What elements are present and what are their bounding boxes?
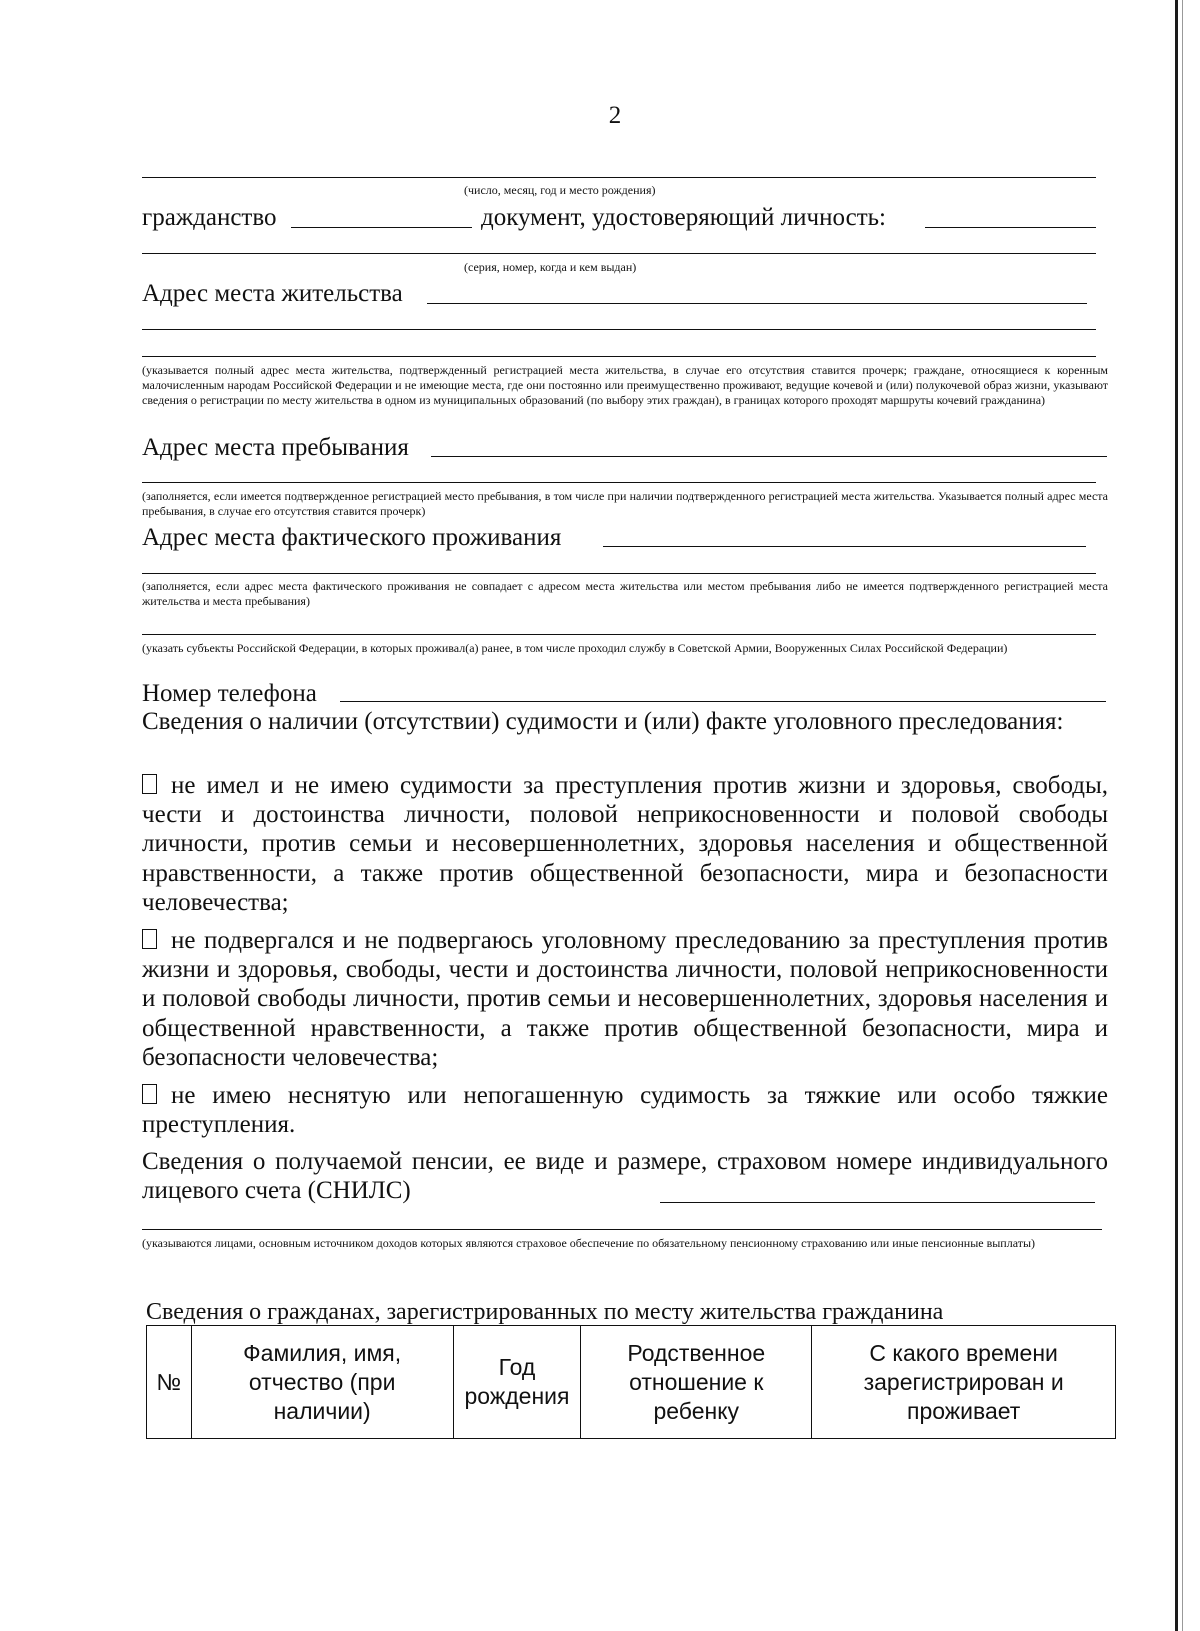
criminal-option-1-text: не имел и не имею судимости за преступления против жизни и здоровья, свободы, чести и достоинства личности, половой неприкосновенности и половой свободы личности, против семьи и несовершеннолетних, здоровья населения и общественной нравственности, а также против общественной безопасности, мира и безопасности человечества;: [142, 772, 1108, 916]
residence-line-3[interactable]: [142, 356, 1096, 357]
actual-line-2[interactable]: [142, 573, 1096, 574]
checkbox-3[interactable]: [142, 1084, 157, 1104]
actual-label: Адрес места фактического проживания: [142, 524, 562, 551]
pension-note: (указываются лицами, основным источником доходов которых являются страховое обеспечение по обязательному пенсионному страхованию или иные пенсионные выплаты): [142, 1236, 1036, 1250]
regions-note: (указать субъекты Российской Федерации, в которых проживал(а) ранее, в том числе проходил службу в Советской Армии, Вооруженных Силах Российской Федерации): [142, 641, 1008, 655]
page-edge: [1175, 0, 1178, 1631]
phone-field[interactable]: [340, 701, 1106, 702]
col-registered-since: С какого времени зарегистрирован и проживает: [812, 1326, 1116, 1439]
residence-line-2[interactable]: [142, 329, 1096, 330]
col-full-name: Фамилия, имя, отчество (при наличии): [191, 1326, 453, 1439]
pension-line-2[interactable]: [142, 1229, 1102, 1230]
citizenship-field[interactable]: [291, 227, 472, 228]
stay-note: (заполняется, если имеется подтвержденное регистрацией место пребывания, в том числе при наличии подтвержденного регистрацией места жительства. Указывается полный адрес места пребывания, в случае его отсутствия ставится прочерк): [142, 489, 1108, 518]
citizenship-label: гражданство: [142, 204, 277, 231]
page-edge-shadow: [1182, 0, 1183, 1631]
registered-table: [146, 1325, 1116, 1439]
residence-label: Адрес места жительства: [142, 280, 403, 307]
actual-field[interactable]: [603, 546, 1086, 547]
criminal-heading: Сведения о наличии (отсутствии) судимости и (или) факте уголовного преследования:: [142, 708, 1064, 735]
criminal-option-3[interactable]: [142, 1081, 1108, 1139]
identity-doc-label: документ, удостоверяющий личность:: [481, 204, 886, 231]
page-number: 2: [608, 102, 622, 129]
criminal-option-3-text: не имею неснятую или непогашенную судимость за тяжкие или особо тяжкие преступления.: [142, 1082, 1108, 1139]
criminal-option-1[interactable]: [142, 771, 1108, 917]
stay-field[interactable]: [431, 456, 1107, 457]
residence-note: (указывается полный адрес места жительства, подтвержденный регистрацией места жительства, в случае его отсутствия ставится прочерк; граждане, относящиеся к коренным малочисленным народам Российской Федерации и не имеющие места, где они постоянно или преимущественно проживают, ведущие кочевой и (или) полукочевой образ жизни, указывают сведения о регистрации по месту жительства в одном из муниципальных образований (по выбору этих граждан), в границах которого проходят маршруты кочевий гражданина): [142, 363, 1108, 407]
birth-line[interactable]: [142, 177, 1096, 178]
checkbox-2[interactable]: [142, 929, 157, 949]
registered-title: Сведения о гражданах, зарегистрированных по месту жительства гражданина: [146, 1299, 944, 1325]
actual-note: (заполняется, если адрес места фактического проживания не совпадает с адресом места жительства или местом пребывания либо не имеется подтвержденного регистрацией места жительства и места пребывания): [142, 579, 1108, 608]
identity-doc-line[interactable]: [142, 253, 1096, 254]
stay-line-2[interactable]: [142, 482, 1096, 483]
pension-field[interactable]: [660, 1202, 1095, 1203]
pension-label: Сведения о получаемой пенсии, ее виде и размере, страховом номере индивидуального лицевого счета (СНИЛС): [142, 1148, 1108, 1205]
phone-label: Номер телефона: [142, 680, 317, 707]
col-birth-year: Год рождения: [453, 1326, 580, 1439]
residence-field[interactable]: [427, 303, 1087, 304]
birth-caption: (число, месяц, год и место рождения): [464, 183, 656, 197]
table-header-row: [147, 1326, 1116, 1439]
criminal-option-2[interactable]: [142, 926, 1108, 1072]
criminal-option-2-text: не подвергался и не подвергаюсь уголовному преследованию за преступления против жизни и здоровья, свободы, чести и достоинства личности, половой неприкосновенности и половой свободы личности, против семьи и несовершеннолетних, здоровья населения и общественной нравственности, а также против общественной безопасности, мира и безопасности человечества;: [142, 927, 1108, 1071]
col-relationship: Родственное отношение к ребенку: [581, 1326, 812, 1439]
col-number: №: [147, 1326, 192, 1439]
regions-line[interactable]: [142, 634, 1096, 635]
checkbox-1[interactable]: [142, 774, 157, 794]
stay-label: Адрес места пребывания: [142, 434, 409, 461]
identity-doc-caption: (серия, номер, когда и кем выдан): [464, 260, 637, 274]
identity-doc-field[interactable]: [925, 227, 1096, 228]
